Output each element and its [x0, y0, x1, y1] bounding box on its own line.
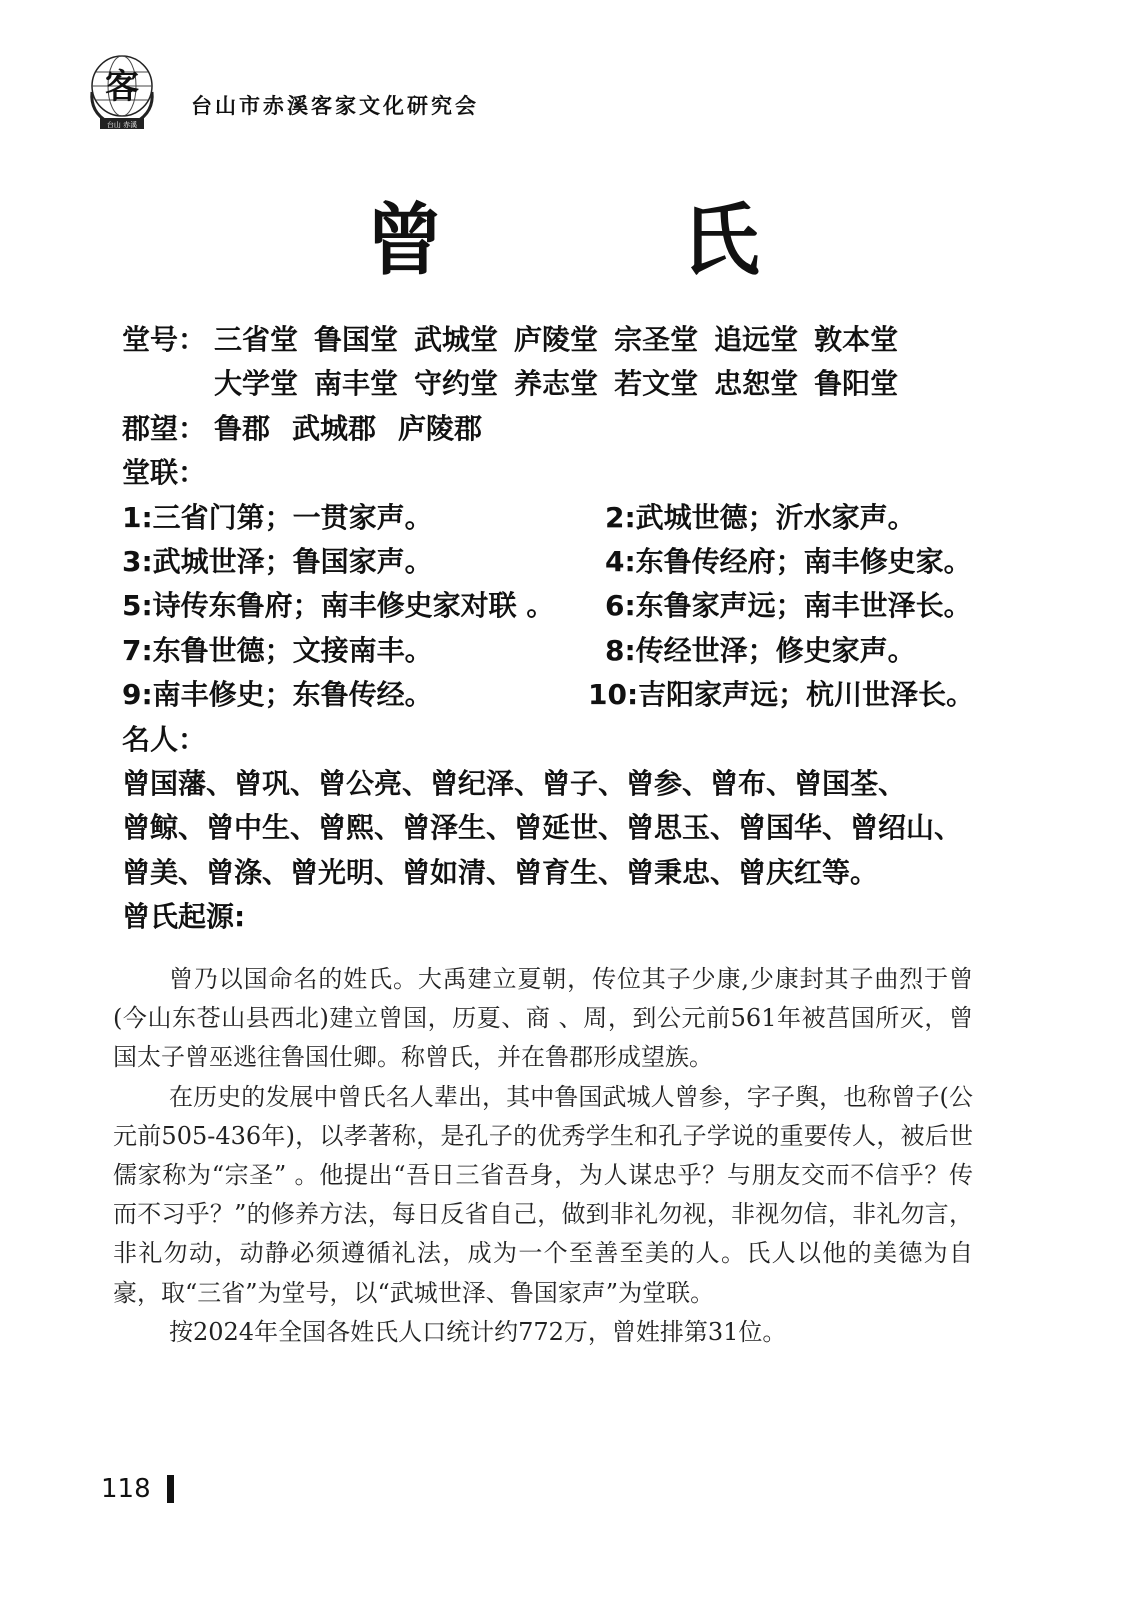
hall-name: 忠恕堂 [714, 367, 799, 401]
origin-paragraph: 在历史的发展中曾氏名人辈出，其中鲁国武城人曾参，字子舆，也称曾子(公元前505-436年)，以孝著称，是孔子的优秀学生和孔子学说的重要传人，被后世儒家称为“宗圣” 。他提出“吾日三省吾身，为人谋忠乎？与朋友交而不信乎？传而不习乎？”的修养方法，每日反省自己，做到非礼勿视，非视勿信，非礼勿言，非礼勿动，动静必须遵循礼法，成为一个至善至美的人。氏人以他的美德为自豪，取“三省”为堂号，以“武城世泽、鲁国家声”为堂联。 [113, 1082, 973, 1307]
couplets-grid [122, 496, 1022, 718]
couplet-item: 3:武城世泽；鲁国家声。 [122, 545, 433, 579]
celebrities-line: 曾美、曾涤、曾光明、曾如清、曾育生、曾秉忠、曾庆红等。 [122, 855, 879, 889]
couplet-item: 7:东鲁世德；文接南丰。 [122, 633, 433, 667]
organization-name: 台山市赤溪客家文化研究会 [191, 93, 479, 118]
hall-name: 武城堂 [414, 323, 499, 356]
couplet-item: 5:诗传东鲁府；南丰修史家对联 。 [122, 589, 555, 623]
hall-name: 鲁阳堂 [814, 367, 899, 401]
hall-names-label: 堂号： [122, 323, 207, 356]
logo-character: 客 [105, 67, 139, 107]
origin-heading: 曾氏起源: [122, 900, 246, 934]
page-header [86, 52, 586, 142]
origin-paragraph: 按2024年全国各姓氏人口统计约772万，曾姓排第31位。 [169, 1317, 787, 1346]
celebrities-list [122, 762, 1022, 895]
association-logo [86, 52, 158, 134]
hall-name: 守约堂 [414, 367, 499, 401]
couplet-item: 8:传经世泽；修史家声。 [605, 633, 916, 667]
hall-name: 追远堂 [714, 323, 799, 356]
logo-ribbon-text: 台山 赤溪 [106, 121, 138, 129]
couplet-item: 6:东鲁家声远；南丰世泽长。 [605, 589, 972, 623]
hall-names-row-1 [122, 318, 1022, 362]
couplet-item: 10:吉阳家声远；杭川世泽长。 [588, 678, 975, 712]
commandery-name: 鲁郡 [214, 411, 271, 445]
origin-body [113, 960, 973, 1352]
hall-name: 若文堂 [614, 367, 699, 401]
page-footer [101, 1474, 174, 1504]
hall-name: 鲁国堂 [314, 323, 399, 356]
couplet-item: 4:东鲁传经府；南丰修史家。 [605, 545, 972, 579]
hall-name: 养志堂 [514, 367, 599, 401]
celebrities-label: 名人： [122, 722, 207, 756]
couplets-label: 堂联： [122, 456, 207, 490]
page-title: 曾 氏 [365, 195, 840, 286]
hall-name: 三省堂 [214, 323, 299, 356]
hall-name: 敦本堂 [814, 323, 899, 356]
commandery-name: 庐陵郡 [398, 411, 483, 445]
commanderies-row [122, 407, 1022, 451]
commandery-name: 武城郡 [292, 411, 377, 445]
commanderies-label: 郡望： [122, 411, 207, 445]
celebrities-line: 曾鲸、曾中生、曾熙、曾泽生、曾延世、曾思玉、曾国华、曾绍山、 [122, 811, 963, 845]
surname-info [122, 318, 1022, 940]
couplet-item: 2:武城世德；沂水家声。 [605, 500, 916, 534]
couplet-item: 1:三省门第；一贯家声。 [122, 500, 433, 534]
couplet-item: 9:南丰修史；东鲁传经。 [122, 678, 433, 712]
celebrities-line: 曾国藩、曾巩、曾公亮、曾纪泽、曾子、曾参、曾布、曾国荃、 [122, 767, 907, 801]
origin-paragraph: 曾乃以国命名的姓氏。大禹建立夏朝，传位其子少康,少康封其子曲烈于曾(今山东苍山县西北)建立曾国，历夏、商 、周，到公元前561年被莒国所灭，曾国太子曾巫逃往鲁国仕卿。称曾氏，并在鲁郡形成望族。 [113, 965, 973, 1072]
hall-name: 宗圣堂 [614, 323, 699, 356]
hall-name: 大学堂 [214, 367, 299, 401]
hall-name: 南丰堂 [314, 367, 399, 401]
hall-names-row-2 [122, 362, 1022, 406]
page-number: 118 [101, 1474, 151, 1504]
hall-name: 庐陵堂 [514, 323, 599, 356]
page-number-bar [167, 1475, 174, 1503]
